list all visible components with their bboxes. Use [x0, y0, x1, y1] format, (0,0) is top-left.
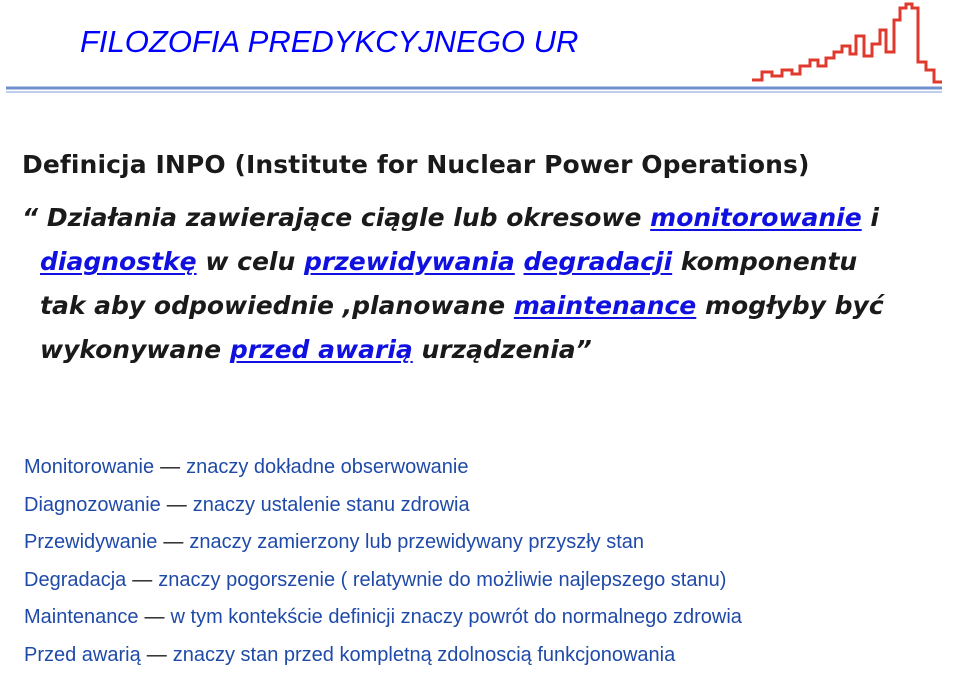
key-term: maintenance	[514, 291, 696, 320]
term-dash: —	[132, 569, 152, 591]
term-row	[24, 449, 960, 487]
term-row	[24, 599, 960, 637]
definition-line	[22, 196, 922, 240]
open-quote: “	[22, 203, 38, 232]
term-dash: —	[147, 644, 167, 666]
signal-trace-logo	[0, 0, 960, 100]
slide-title: FILOZOFIA PREDYKCYJNEGO UR	[80, 24, 578, 60]
key-term: przewidywania	[304, 247, 515, 276]
term-row	[24, 487, 960, 525]
key-term: degradacji	[524, 247, 673, 276]
term-description: znaczy dokładne obserwowanie	[186, 456, 468, 478]
definition-heading: Definicja INPO (Institute for Nuclear Power Operations)	[22, 150, 810, 179]
term-description: znaczy zamierzony lub przewidywany przyszły stan	[189, 531, 644, 553]
term-dash: —	[167, 494, 187, 516]
definition-quote	[22, 196, 922, 372]
term-description: w tym kontekście definicji znaczy powrót do normalnego zdrowia	[171, 606, 742, 628]
definition-text: Działania zawierające ciągle lub okresowe	[38, 203, 650, 232]
key-term: przed awarią	[230, 335, 413, 364]
definition-text: i	[862, 203, 879, 232]
definition-text: wykonywane	[40, 335, 230, 364]
definition-text	[515, 247, 524, 276]
definition-text: tak aby odpowiednie ,planowane	[40, 291, 514, 320]
definition-line	[22, 284, 922, 328]
term-dash: —	[160, 456, 180, 478]
term-name: Degradacja	[24, 569, 126, 591]
terms-list	[24, 449, 960, 674]
definition-text: mogłyby być	[696, 291, 883, 320]
definition-line	[22, 328, 922, 372]
definition-line	[22, 240, 922, 284]
term-name: Przewidywanie	[24, 531, 157, 553]
term-name: Maintenance	[24, 606, 139, 628]
term-dash: —	[163, 531, 183, 553]
term-description: znaczy pogorszenie ( relatywnie do możliwie najlepszego stanu)	[158, 569, 726, 591]
term-dash: —	[145, 606, 165, 628]
term-name: Monitorowanie	[24, 456, 154, 478]
key-term: monitorowanie	[650, 203, 862, 232]
term-description: znaczy stan przed kompletną zdolnoscią funkcjonowania	[173, 644, 676, 666]
term-name: Diagnozowanie	[24, 494, 161, 516]
key-term: diagnostkę	[40, 247, 197, 276]
term-name: Przed awarią	[24, 644, 141, 666]
definition-text: urządzenia”	[413, 335, 592, 364]
term-description: znaczy ustalenie stanu zdrowia	[193, 494, 470, 516]
definition-text: komponentu	[672, 247, 857, 276]
definition-text: w celu	[197, 247, 304, 276]
logo-trace	[752, 4, 942, 82]
term-row	[24, 637, 960, 674]
term-row	[24, 524, 960, 562]
term-row	[24, 562, 960, 600]
